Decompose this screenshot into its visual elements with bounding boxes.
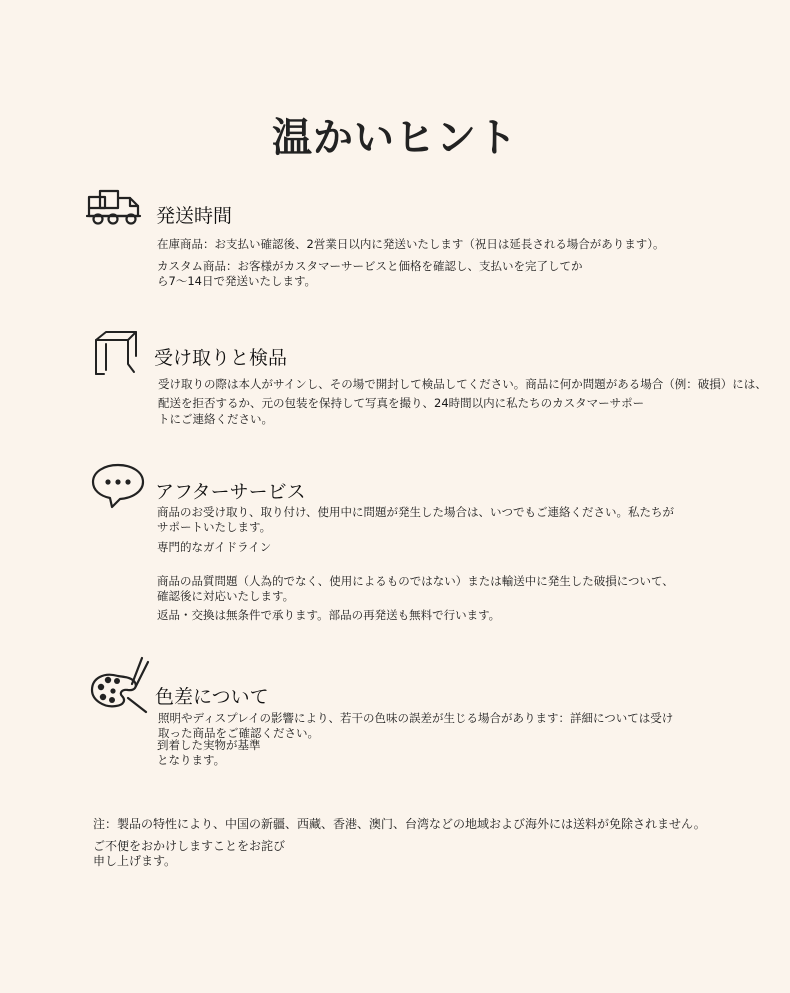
after-service-line-5: 確認後に対応いたします。 bbox=[157, 589, 295, 603]
box-icon bbox=[92, 330, 148, 380]
chat-bubble-icon bbox=[90, 462, 146, 510]
section-heading-after-service: アフターサービス bbox=[155, 481, 306, 503]
shipping-line-3: ら7〜14日で発送いたします。 bbox=[157, 274, 317, 288]
color-line-1: 照明やディスプレイの影響により、若干の色味の誤差が生じる場合があります：詳細については受け bbox=[158, 711, 674, 725]
section-heading-color-difference: 色差について bbox=[155, 686, 269, 708]
color-line-4: となります。 bbox=[157, 753, 226, 767]
truck-icon bbox=[86, 188, 154, 228]
page-title: 温かいヒント bbox=[272, 115, 518, 161]
color-line-2: 取った商品をご確認ください。 bbox=[158, 726, 319, 740]
after-service-guideline: 専門的なガイドライン bbox=[157, 540, 272, 554]
after-service-line-4: 商品の品質問題（人為的でなく、使用によるものではない）または輸送中に発生した破損について、 bbox=[157, 574, 674, 588]
after-service-line-6: 返品・交換は無条件で承ります。部品の再発送も無料で行います。 bbox=[157, 608, 501, 622]
footer-apology-2: 申し上げます。 bbox=[93, 854, 177, 868]
shipping-line-1: 在庫商品：お支払い確認後、2営業日以内に発送いたします（祝日は延長される場合があります）。 bbox=[157, 237, 665, 251]
receiving-line-1: 受け取りの際は本人がサインし、その場で開封して検品してください。商品に何か問題がある場合（例：破損）には、 bbox=[158, 377, 767, 391]
section-heading-receiving: 受け取りと検品 bbox=[154, 347, 288, 369]
receiving-line-2: 配送を拒否するか、元の包装を保持して写真を撮り、24時間以内に私たちのカスタマーサポー bbox=[158, 396, 645, 410]
receiving-line-3: トにご連絡ください。 bbox=[158, 412, 273, 426]
section-heading-shipping: 発送時間 bbox=[156, 205, 233, 227]
after-service-line-1: 商品のお受け取り、取り付け、使用中に問題が発生した場合は、いつでもご連絡ください。私たちが bbox=[157, 505, 675, 519]
shipping-line-2: カスタム商品：お客様がカスタマーサービスと価格を確認し、支払いを完了してか bbox=[157, 259, 583, 273]
footer-note: 注：製品の特性により、中国の新疆、西藏、香港、澳门、台湾などの地域および海外には送料が免除されません。 bbox=[93, 817, 706, 831]
footer-apology-1: ご不便をおかけしますことをお詫び bbox=[93, 839, 286, 853]
after-service-line-2: サポートいたします。 bbox=[157, 520, 272, 534]
palette-icon bbox=[88, 654, 150, 716]
color-line-3: 到着した実物が基準 bbox=[157, 738, 261, 752]
